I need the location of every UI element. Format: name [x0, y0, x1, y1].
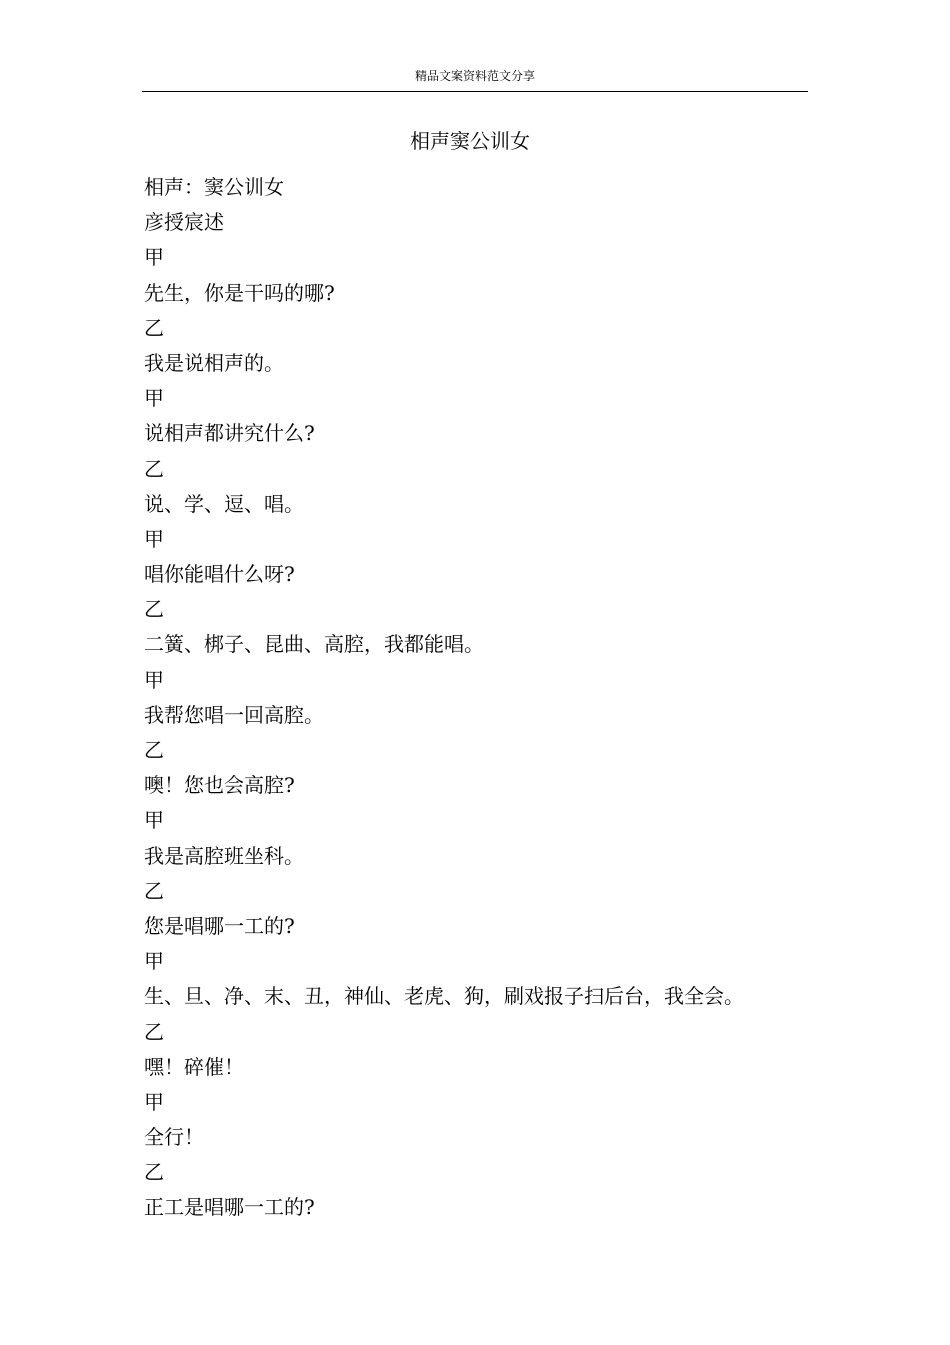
speaker-label: 甲 — [144, 526, 164, 551]
dialogue-line: 我帮您唱一回高腔。 — [144, 702, 324, 727]
speaker-label: 甲 — [144, 1089, 164, 1114]
speaker-label: 甲 — [144, 667, 164, 692]
speaker-label: 甲 — [144, 386, 164, 411]
speaker-label: 乙 — [144, 456, 164, 481]
dialogue-line: 嘿！碎催！ — [144, 1054, 244, 1079]
speaker-label: 乙 — [144, 597, 164, 622]
dialogue-line: 唱你能唱什么呀? — [144, 562, 295, 587]
dialogue-line: 我是说相声的。 — [144, 350, 284, 375]
text-line: 彦授宸述 — [144, 210, 224, 235]
speaker-label: 甲 — [144, 949, 164, 974]
speaker-label: 甲 — [144, 808, 164, 833]
document-title: 相声窦公训女 — [410, 129, 530, 153]
dialogue-line: 全行！ — [144, 1125, 204, 1150]
page-header: 精品文案资料范文分享 — [414, 69, 535, 83]
dialogue-line: 二簧、梆子、昆曲、高腔，我都能唱。 — [144, 632, 484, 657]
dialogue-line: 说相声都讲究什么? — [144, 421, 315, 446]
dialogue-line: 正工是唱哪一工的? — [144, 1195, 315, 1220]
speaker-label: 乙 — [144, 878, 164, 903]
dialogue-line: 说、学、逗、唱。 — [144, 491, 304, 516]
dialogue-line: 我是高腔班坐科。 — [144, 843, 304, 868]
speaker-label: 乙 — [144, 1019, 164, 1044]
dialogue-line: 您是唱哪一工的? — [144, 913, 295, 938]
speaker-label: 乙 — [144, 315, 164, 340]
dialogue-line: 先生，你是干吗的哪? — [144, 280, 335, 305]
text-line: 相声：窦公训女 — [144, 175, 284, 199]
header-divider — [142, 91, 808, 92]
speaker-label: 甲 — [144, 245, 164, 270]
speaker-label: 乙 — [144, 738, 164, 762]
dialogue-line: 噢！您也会高腔? — [144, 773, 295, 798]
speaker-label: 乙 — [144, 1160, 164, 1185]
dialogue-line: 生、旦、净、末、丑，神仙、老虎、狗，刷戏报子扫后台，我全会。 — [144, 984, 744, 1009]
document-body — [144, 170, 824, 1226]
